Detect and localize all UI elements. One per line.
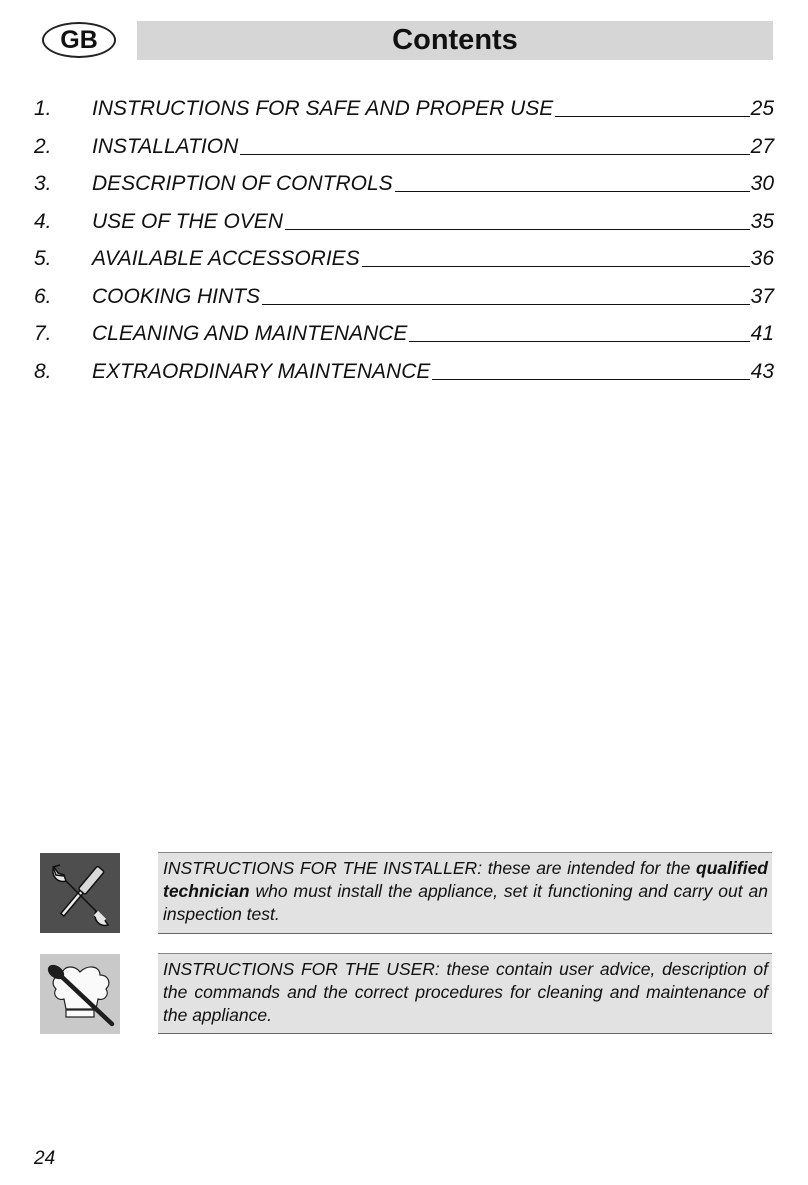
toc-entry-title: INSTALLATION	[92, 134, 239, 158]
toc-leader-line	[432, 379, 749, 380]
user-note-text	[158, 954, 772, 1034]
installer-note-text	[158, 853, 772, 934]
installer-note-rest: who must install the appliance, set it functioning and carry out an inspection test.	[163, 881, 768, 924]
toc-entry-number: 3.	[34, 172, 52, 195]
title-bar	[137, 21, 773, 60]
toc-entry[interactable]	[34, 136, 774, 174]
language-badge	[42, 22, 116, 58]
note-top-rule	[158, 953, 772, 954]
table-of-contents	[34, 98, 774, 398]
toc-entry-page: 43	[750, 359, 774, 383]
toc-entry-title: COOKING HINTS	[92, 284, 261, 308]
installer-note-bold: qualified technician	[163, 858, 768, 901]
toc-entry[interactable]	[34, 248, 774, 286]
toc-entry-page: 27	[750, 134, 774, 158]
language-badge-label: GB	[60, 25, 98, 54]
toc-entry-number: 2.	[34, 134, 52, 158]
toc-entry-title: DESCRIPTION OF CONTROLS	[92, 172, 393, 195]
note-top-rule	[158, 852, 772, 853]
chef-spoon-icon	[40, 954, 120, 1034]
toc-entry[interactable]	[34, 98, 774, 136]
toc-entry-page: 35	[750, 209, 774, 233]
toc-entry-page: 25	[750, 97, 774, 120]
toc-entry-number: 6.	[34, 284, 52, 308]
toc-entry-number: 1.	[34, 97, 52, 120]
toc-entry-title: EXTRAORDINARY MAINTENANCE	[92, 359, 431, 383]
toc-leader-line	[240, 154, 749, 155]
installer-note-intro: INSTRUCTIONS FOR THE INSTALLER: these are intended for the	[163, 858, 697, 878]
page-number: 24	[34, 1148, 56, 1169]
tools-icon	[40, 853, 120, 933]
toc-entry[interactable]	[34, 286, 774, 324]
toc-entry-number: 7.	[34, 322, 52, 345]
toc-leader-line	[362, 266, 750, 267]
toc-leader-line	[555, 116, 749, 117]
toc-leader-line	[285, 229, 750, 230]
toc-entry-page: 41	[750, 322, 774, 345]
toc-entry-title: INSTRUCTIONS FOR SAFE AND PROPER USE	[92, 97, 554, 120]
toc-entry[interactable]	[34, 173, 774, 211]
toc-entry-page: 36	[750, 247, 774, 270]
toc-leader-line	[409, 341, 749, 342]
toc-entry[interactable]	[34, 211, 774, 249]
toc-entry-page: 37	[750, 284, 774, 308]
toc-entry-title: USE OF THE OVEN	[92, 209, 283, 233]
toc-entry-title: CLEANING AND MAINTENANCE	[92, 322, 408, 345]
toc-entry[interactable]	[34, 323, 774, 361]
toc-leader-line	[262, 304, 750, 305]
toc-entry-number: 5.	[34, 247, 52, 270]
toc-leader-line	[395, 191, 750, 192]
toc-entry-number: 8.	[34, 359, 52, 383]
toc-entry[interactable]	[34, 361, 774, 399]
toc-entry-title: AVAILABLE ACCESSORIES	[92, 247, 360, 270]
user-note-body: INSTRUCTIONS FOR THE USER: these contain user advice, description of the commands and the correct procedures for cleaning and maintenance of the appliance.	[163, 959, 768, 1025]
page-title: Contents	[392, 24, 518, 56]
toc-entry-number: 4.	[34, 209, 52, 233]
toc-entry-page: 30	[750, 172, 774, 195]
